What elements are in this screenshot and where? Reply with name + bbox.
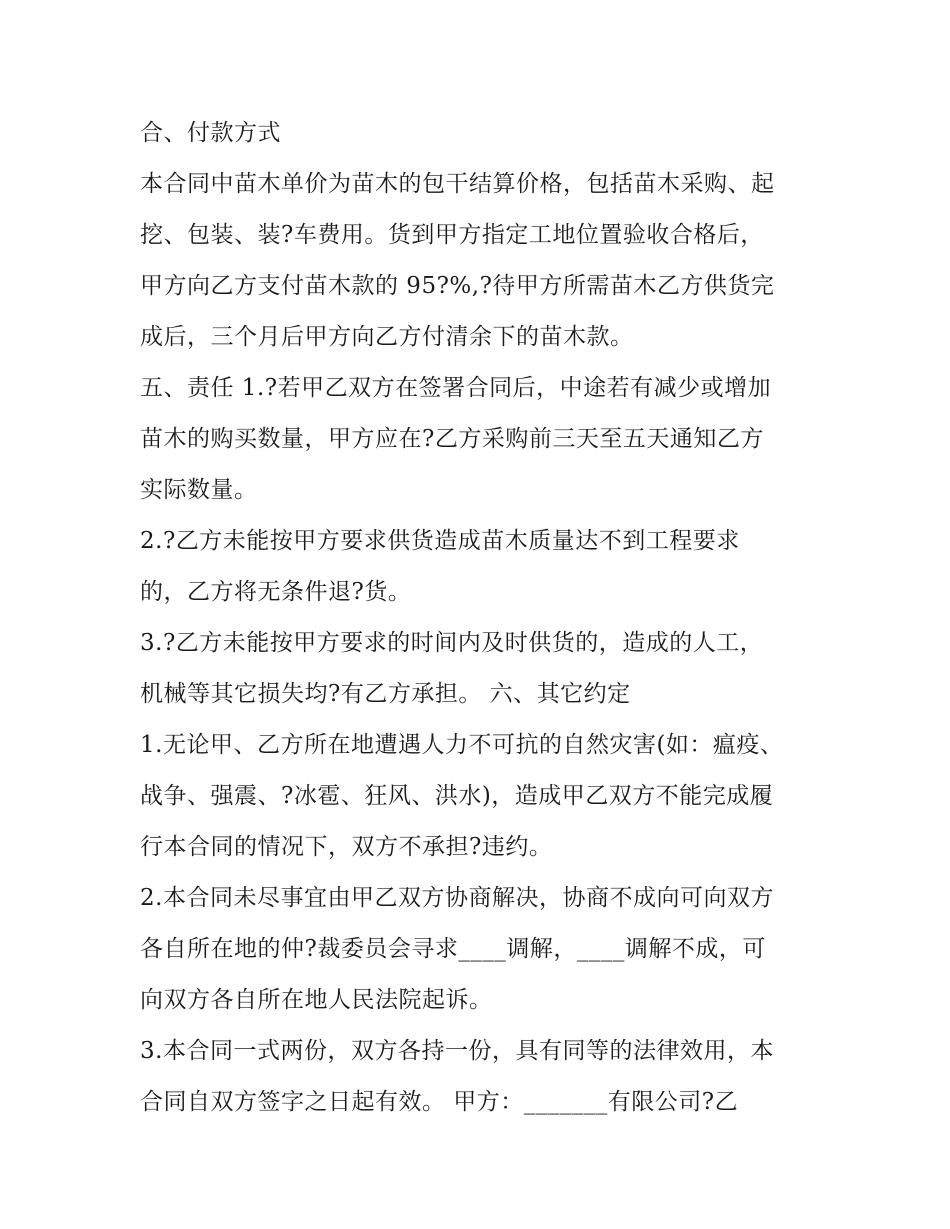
clause-line: 2.本合同未尽事宜由甲乙双方协商解决，协商不成向可向双方 bbox=[140, 885, 774, 911]
paragraph-line: 实际数量。 bbox=[140, 477, 258, 503]
clause-line: 2.?乙方未能按甲方要求供货造成苗木质量达不到工程要求 bbox=[140, 528, 740, 554]
signature-line: 合同自双方签字之日起有效。 甲方：_______有限公司?乙 bbox=[140, 1089, 739, 1115]
paragraph-line: 甲方向乙方支付苗木款的 95?%,?待甲方所需苗木乙方供货完 bbox=[140, 273, 775, 299]
paragraph-line: 挖、包装、装?车费用。货到甲方指定工地位置验收合格后， bbox=[140, 222, 764, 248]
paragraph-line: 本合同中苗木单价为苗木的包干结算价格，包括苗木采购、起 bbox=[140, 171, 775, 197]
paragraph-line: 苗木的购买数量，甲方应在?乙方采购前三天至五天通知乙方 bbox=[140, 426, 764, 452]
contract-body bbox=[140, 108, 830, 1128]
clause-line: 3.?乙方未能按甲方要求的时间内及时供货的，造成的人工， bbox=[140, 630, 764, 656]
paragraph-line: 的，乙方将无条件退?货。 bbox=[140, 579, 412, 605]
paragraph-line: 各自所在地的仲?裁委员会寻求____调解，____调解不成，可 bbox=[140, 936, 766, 962]
paragraph-line: 战争、强震、?冰雹、狂风、洪水)，造成甲乙双方不能完成履 bbox=[140, 783, 774, 809]
section-heading-other: 机械等其它损失均?有乙方承担。 六、其它约定 bbox=[140, 681, 631, 707]
clause-line: 3.本合同一式两份，双方各持一份，具有同等的法律效用，本 bbox=[140, 1038, 774, 1064]
paragraph-line: 行本合同的情况下，双方不承担?违约。 bbox=[140, 834, 553, 860]
section-heading-payment: 合、付款方式 bbox=[140, 120, 281, 146]
paragraph-line: 成后，三个月后甲方向乙方付清余下的苗木款。 bbox=[140, 324, 634, 350]
clause-line: 1.无论甲、乙方所在地遭遇人力不可抗的自然灾害(如：瘟疫、 bbox=[140, 732, 784, 758]
section-heading-responsibility: 五、责任 1.?若甲乙双方在签署合同后，中途若有减少或增加 bbox=[140, 375, 772, 401]
paragraph-line: 向双方各自所在地人民法院起诉。 bbox=[140, 987, 493, 1013]
